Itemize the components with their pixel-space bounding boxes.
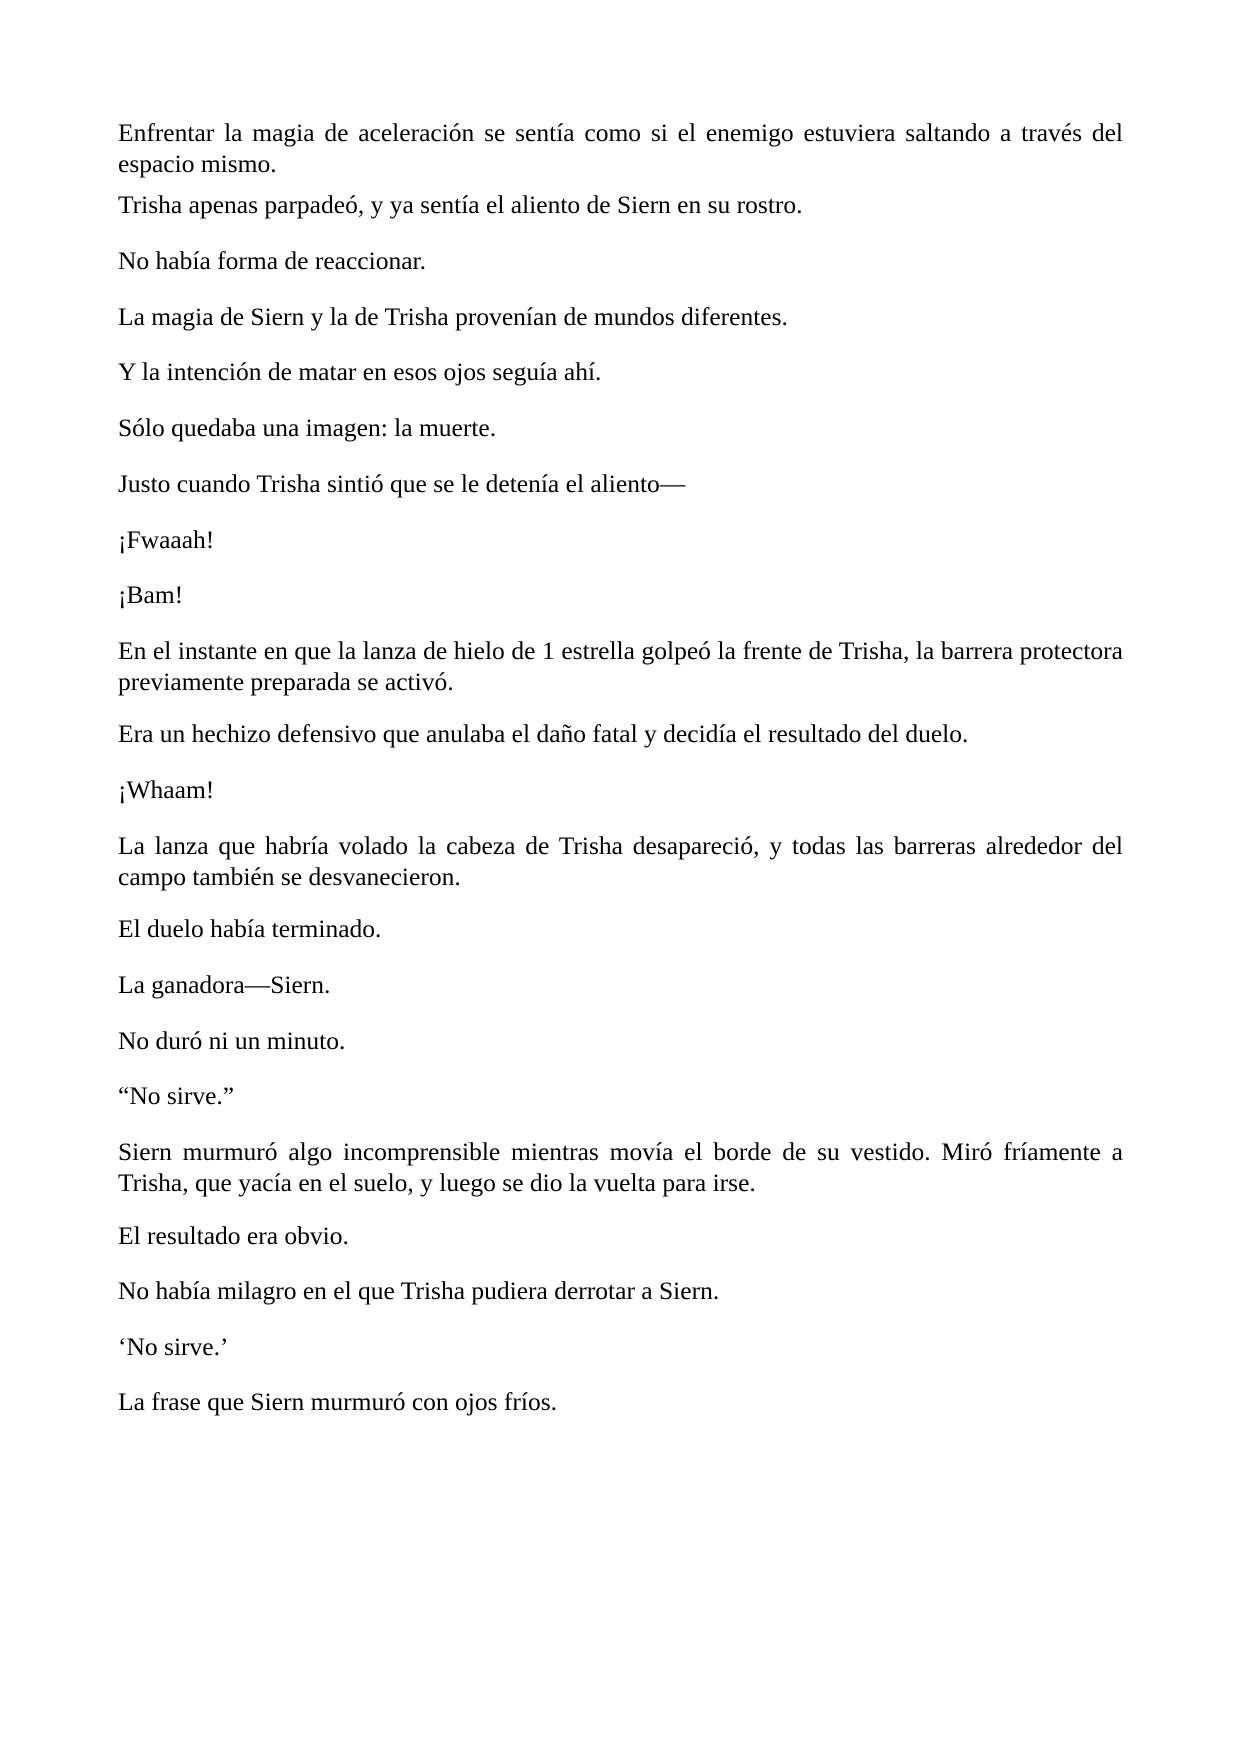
paragraph: El duelo había terminado.: [118, 914, 382, 943]
paragraph: ¡Fwaaah!: [118, 525, 215, 554]
paragraph: No había forma de reaccionar.: [118, 246, 426, 275]
paragraph: Trisha apenas parpadeó, y ya sentía el aliento de Siern en su rostro.: [118, 190, 803, 219]
paragraph: Siern murmuró algo incomprensible mientras movía el borde de su vestido. Miró fríamente a Trisha, que yacía en el suelo, y luego se dio la vuelta para irse.: [118, 1137, 1123, 1197]
paragraph: Justo cuando Trisha sintió que se le detenía el aliento—: [118, 469, 686, 498]
paragraph: La ganadora—Siern.: [118, 970, 331, 999]
paragraph: La frase que Siern murmuró con ojos fríos.: [118, 1387, 558, 1416]
paragraph: El resultado era obvio.: [118, 1221, 349, 1250]
paragraph: Enfrentar la magia de aceleración se sentía como si el enemigo estuviera saltando a través del espacio mismo.: [118, 118, 1123, 178]
paragraph: En el instante en que la lanza de hielo de 1 estrella golpeó la frente de Trisha, la barrera protectora previamente preparada se activó.: [118, 636, 1123, 696]
paragraph: ‘No sirve.’: [118, 1332, 229, 1361]
paragraph: La magia de Siern y la de Trisha provenían de mundos diferentes.: [118, 302, 788, 331]
paragraph: Sólo quedaba una imagen: la muerte.: [118, 413, 497, 442]
paragraph: ¡Bam!: [118, 580, 184, 609]
paragraph: ¡Whaam!: [118, 775, 215, 804]
paragraph: No duró ni un minuto.: [118, 1026, 346, 1055]
paragraph: No había milagro en el que Trisha pudiera derrotar a Siern.: [118, 1276, 720, 1305]
paragraph: Era un hechizo defensivo que anulaba el daño fatal y decidía el resultado del duelo.: [118, 719, 969, 748]
paragraph: “No sirve.”: [118, 1081, 235, 1110]
paragraph: La lanza que habría volado la cabeza de Trisha desapareció, y todas las barreras alrededor del campo también se desvanecieron.: [118, 831, 1123, 891]
paragraph: Y la intención de matar en esos ojos seguía ahí.: [118, 357, 602, 386]
